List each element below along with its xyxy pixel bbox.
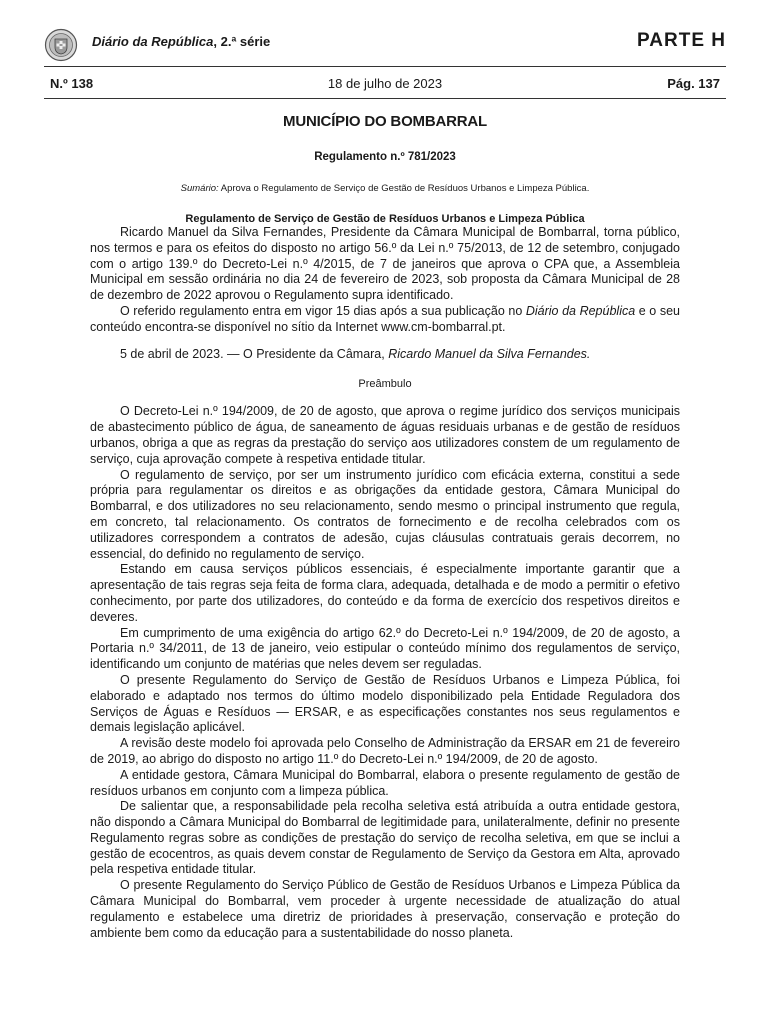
summary-text: Aprova o Regulamento de Serviço de Gestão de Resíduos Urbanos e Limpeza Pública. [218, 183, 590, 194]
issue-date: 18 de julho de 2023 [327, 76, 443, 91]
preamble-paragraph: A entidade gestora, Câmara Municipal do Bombarral, elabora o presente regulamento de gestão de resíduos urbanos em conjunto com a limpeza pública. [90, 767, 680, 798]
preamble-paragraph: De salientar que, a responsabilidade pela recolha seletiva está atribuída a outra entidade gestora, não dispondo a Câmara Municipal do Bombarral de legitimidade para, unilateralmente, definir no presente Regulamento regras sobre as condições de prestação do serviço de recolha seletiva, em que se inclui a gestão de ecocentros, as quais devem constar de Regulamento de Serviço da Gestora em Alta, aprovado pela respetiva entidade titular. [90, 799, 680, 877]
preamble-paragraph: O regulamento de serviço, por ser um instrumento jurídico com eficácia externa, constitui a sede própria para regulamentar os direitos e as obrigações da entidade gestora, Câmara Municipal do Bombarral, e dos utilizadores no seu relacionamento, sendo mesmo o principal instrumento que regula, em concreto, tal relacionamento. Os contratos de fornecimento e de recolha celebrados com os utilizadores correspondem a contratos de adesão, cujas cláusulas contratuais gerais decorrem, no essencial, do definido no regulamento de serviço. [90, 467, 680, 561]
signature-line: 5 de abril de 2023. — O Presidente da Câmara, Ricardo Manuel da Silva Fernandes. [120, 346, 591, 361]
page-number: Pág. 137 [667, 76, 720, 91]
preamble-paragraph: O presente Regulamento do Serviço Público de Gestão de Resíduos Urbanos e Limpeza Pública da Câmara Municipal do Bombarral, vem proceder à urgente necessidade de atualização do atual regulamento e estabelece uma diretriz de prioridades à preservação, conservação e proteção do ambiente bem como da educação para a sustentabilidade do nosso planeta. [90, 878, 680, 940]
preamble-heading: Preâmbulo [358, 378, 412, 391]
header-divider [44, 66, 726, 67]
meta-divider [44, 98, 726, 99]
preamble-paragraph: Estando em causa serviços públicos essenciais, é especialmente importante garantir que a apresentação de tais regras seja feita de forma clara, adequada, detalhada e de modo a permitir o efetivo conhecimento, por parte dos utilizadores, do conteúdo e da forma de exercício dos respetivos direitos e deveres. [90, 562, 680, 624]
part-label: PARTE H [637, 30, 726, 51]
document-body [90, 110, 680, 941]
summary-label: Sumário: [180, 183, 219, 194]
coat-of-arms-icon [44, 28, 78, 62]
issue-number: N.º 138 [50, 76, 94, 91]
intro-paragraph: Ricardo Manuel da Silva Fernandes, Presidente da Câmara Municipal de Bombarral, torna público, nos termos e para os efeitos do disposto no artigo 56.º da Lei n.º 75/2013, de 12 de setembro, conjugado com o artigo 139.º do Decreto-Lei n.º 4/2015, de 7 de janeiros que aprova o CPA que, a Assembleia Municipal em sessão ordinária no dia 24 de fevereiro de 2023, sob proposta da Câmara Municipal de 28 de dezembro de 2022 aprovou o Regulamento supra identificado. [90, 225, 680, 303]
summary [90, 183, 680, 194]
preamble-paragraph: Em cumprimento de uma exigência do artigo 62.º do Decreto-Lei n.º 194/2009, de 20 de agosto, a Portaria n.º 34/2011, de 13 de janeiro, veio estipular o conteúdo mínimo dos regulamentos de serviço, identificando um conjunto de matérias que neles devem ser reguladas. [90, 625, 680, 672]
header-meta [50, 76, 720, 94]
regulation-title: Regulamento de Serviço de Gestão de Resíduos Urbanos e Limpeza Pública [185, 213, 585, 225]
preamble-body [90, 404, 680, 941]
preamble-paragraph: O Decreto-Lei n.º 194/2009, de 20 de agosto, que aprova o regime jurídico dos serviços municipais de abastecimento público de água, de saneamento de águas residuais urbanas e de gestão de resíduos urbanos, obriga a que as regras da prestação do serviço aos utilizadores constem de um regulamento de serviço, cuja aprovação compete à respetiva entidade titular. [90, 404, 680, 466]
preamble-paragraph: O presente Regulamento do Serviço de Gestão de Resíduos Urbanos e Limpeza Pública, foi elaborado e adaptado nos termos do último modelo disponibilizado pela Entidade Reguladora dos Serviços de Águas e Resíduos — ERSAR, e as especificações constantes nos seus regulamentos e demais legislação aplicável. [90, 672, 680, 735]
preamble-paragraph: A revisão deste modelo foi aprovada pelo Conselho de Administração da ERSAR em 21 de fevereiro de 2019, ao abrigo do disposto no artigo 11.º do Decreto-Lei n.º 194/2009, de 20 de agosto. [90, 736, 680, 766]
journal-title: Diário da República, 2.ª série [92, 34, 271, 49]
page-header [44, 26, 726, 62]
regulation-number: Regulamento n.º 781/2023 [314, 151, 456, 163]
entry-into-force-paragraph: O referido regulamento entra em vigor 15 dias após a sua publicação no Diário da República e o seu conteúdo encontra-se disponível no sítio da Internet www.cm-bombarral.pt. [90, 303, 680, 334]
organization-heading: MUNICÍPIO DO BOMBARRAL [283, 113, 487, 130]
